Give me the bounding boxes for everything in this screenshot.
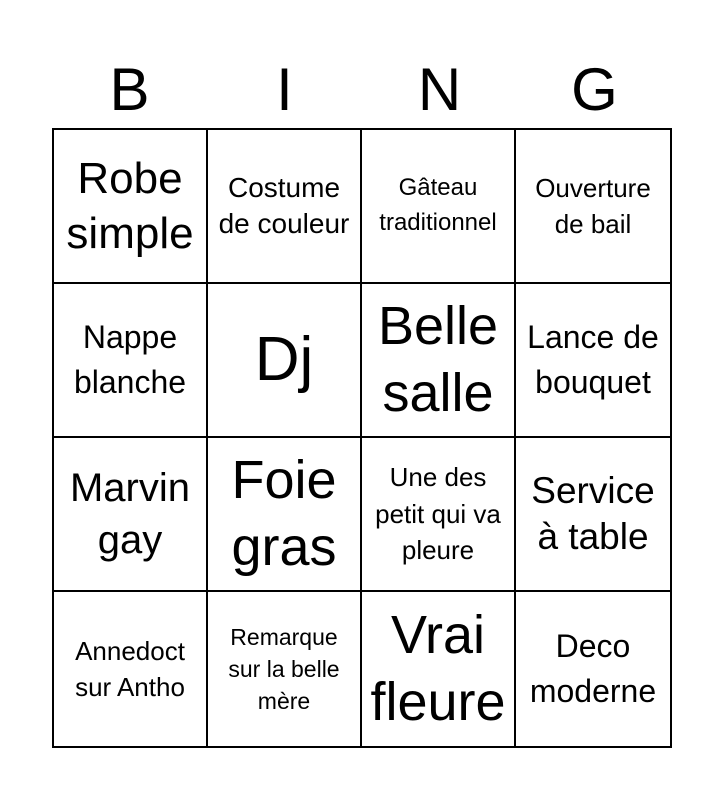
header-letter-g: G (571, 56, 618, 123)
bingo-cell[interactable] (362, 592, 516, 746)
cell-label: Robe simple (66, 154, 194, 258)
cell-label: Dj (254, 324, 314, 394)
bingo-cell[interactable] (208, 592, 362, 746)
bingo-cell[interactable] (516, 130, 670, 284)
cell-label: Ouverture de bail (535, 172, 651, 239)
cell-label: Belle salle (377, 295, 499, 423)
bingo-cell[interactable] (516, 592, 670, 746)
bingo-cell[interactable] (208, 284, 362, 438)
cell-label: Annedoct sur Antho (75, 635, 185, 702)
header-letter-n: N (417, 56, 462, 123)
cell-label: Costume de couleur (218, 171, 350, 239)
bingo-cell[interactable] (362, 438, 516, 592)
cell-label: Deco moderne (529, 628, 657, 709)
cell-label: Marvin gay (69, 466, 191, 562)
bingo-cell[interactable] (208, 130, 362, 284)
bingo-header (52, 55, 672, 125)
bingo-cell[interactable] (54, 130, 208, 284)
cell-label: Service à table (531, 469, 655, 557)
bingo-cell[interactable] (516, 284, 670, 438)
cell-label: Vrai fleure (370, 604, 506, 732)
bingo-cell[interactable] (208, 438, 362, 592)
header-letter-i: I (276, 56, 293, 123)
cell-label: Foie gras (231, 449, 337, 577)
cell-label: Remarque sur la belle mère (228, 623, 340, 715)
cell-label: Gâteau traditionnel (379, 174, 497, 236)
cell-label: Lance de bouquet (527, 319, 659, 400)
bingo-board (52, 128, 672, 748)
bingo-cell[interactable] (362, 130, 516, 284)
cell-label: Une des petit qui va pleure (375, 462, 501, 566)
bingo-cell[interactable] (516, 438, 670, 592)
cell-label: Nappe blanche (73, 319, 187, 400)
bingo-cell[interactable] (54, 592, 208, 746)
bingo-cell[interactable] (54, 438, 208, 592)
bingo-cell[interactable] (54, 284, 208, 438)
bingo-cell[interactable] (362, 284, 516, 438)
header-letter-b: B (109, 56, 150, 123)
